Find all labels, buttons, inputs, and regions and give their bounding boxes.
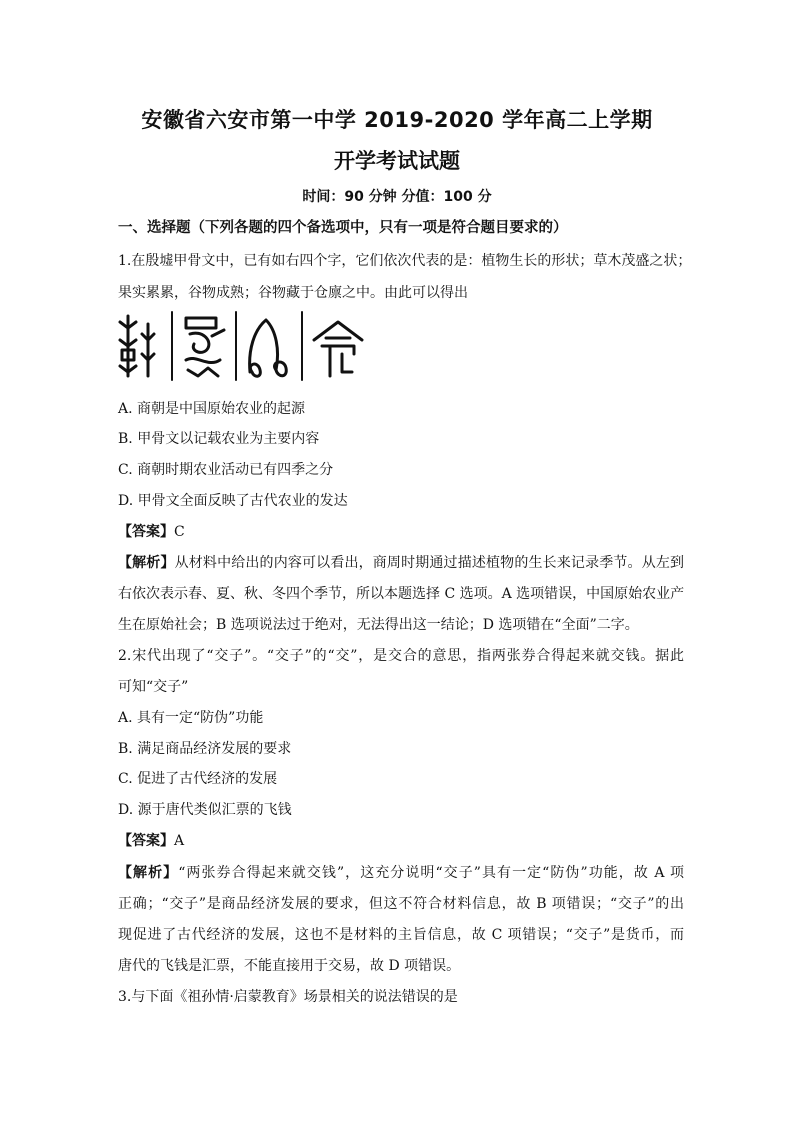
q1-answer-value: C <box>174 524 185 540</box>
q2-analysis-line-1 <box>118 862 684 882</box>
q1-option-c: C. 商朝时期农业活动已有四季之分 <box>118 462 334 478</box>
q2-option-b: B. 满足商品经济发展的要求 <box>118 741 292 757</box>
q1-stem-line-1: 1.在殷墟甲骨文中，已有如右四个字，它们依次代表的是：植物生长的形状；草木茂盛之状； <box>118 253 692 269</box>
oracle-char-winter <box>314 322 362 376</box>
oracle-bone-characters-image <box>116 310 366 382</box>
q1-analysis-text-1: 从材料中给出的内容可以看出，商周时期通过描述植物的生长来记录季节。从左到 <box>174 555 685 571</box>
q1-analysis-line-1 <box>118 552 684 572</box>
q2-answer <box>118 830 184 850</box>
q1-analysis-line-3: 生在原始社会；B 选项说法过于绝对，无法得出这一结论；D 选项错在“全面”二字。 <box>118 617 639 633</box>
q1-option-a: A. 商朝是中国原始农业的起源 <box>118 401 306 417</box>
q2-analysis-line-4: 唐代的飞钱是汇票，不能直接用于交易，故 D 项错误。 <box>118 958 461 974</box>
q1-analysis-label: 【解析】 <box>118 555 175 571</box>
oracle-char-autumn <box>250 320 287 376</box>
q1-answer <box>118 521 185 541</box>
q1-answer-label: 【答案】 <box>118 524 174 540</box>
q2-stem-line-1: 2.宋代出现了“交子”。“交子”的“交”，是交合的意思，指两张券合得起来就交钱。据此 <box>118 648 684 664</box>
oracle-char-spring <box>120 316 154 376</box>
q2-analysis-line-2: 正确；“交子”是商品经济发展的要求，但这不符合材料信息，故 B 项错误；“交子”的出 <box>118 896 684 912</box>
q2-option-a: A. 具有一定“防伪”功能 <box>118 710 264 726</box>
q1-stem-line-2: 果实累累，谷物成熟；谷物藏于仓廪之中。由此可以得出 <box>118 285 468 301</box>
q2-analysis-text-1: “两张券合得起来就交钱”，这充分说明“交子”具有一定“防伪”功能，故 A 项 <box>178 865 685 881</box>
q2-stem-line-2: 可知“交子” <box>118 679 189 695</box>
section-heading: 一、选择题（下列各题的四个备选项中，只有一项是符合题目要求的） <box>118 220 568 236</box>
q1-analysis-line-2: 右依次表示春、夏、秋、冬四个季节，所以本题选择 C 选项。A 选项错误，中国原始农业产 <box>118 586 685 602</box>
exam-subtitle: 开学考试试题 <box>334 149 460 173</box>
q2-analysis-label: 【解析】 <box>118 865 179 881</box>
q2-answer-label: 【答案】 <box>118 833 174 849</box>
oracle-char-summer <box>186 318 224 376</box>
q2-option-d: D. 源于唐代类似汇票的飞钱 <box>118 802 292 818</box>
exam-title: 安徽省六安市第一中学 2019-2020 学年高二上学期 <box>141 108 653 132</box>
q1-option-b: B. 甲骨文以记载农业为主要内容 <box>118 431 320 447</box>
q2-analysis-line-3: 现促进了古代经济的发展，这也不是材料的主旨信息，故 C 项错误；“交子”是货币，而 <box>118 927 684 943</box>
q3-stem-line-1: 3.与下面《祖孙情·启蒙教育》场景相关的说法错误的是 <box>118 989 458 1005</box>
exam-time-score: 时间：90 分钟 分值：100 分 <box>302 189 492 205</box>
q2-option-c: C. 促进了古代经济的发展 <box>118 771 278 787</box>
q1-option-d: D. 甲骨文全面反映了古代农业的发达 <box>118 493 348 509</box>
q2-answer-value: A <box>174 833 185 849</box>
